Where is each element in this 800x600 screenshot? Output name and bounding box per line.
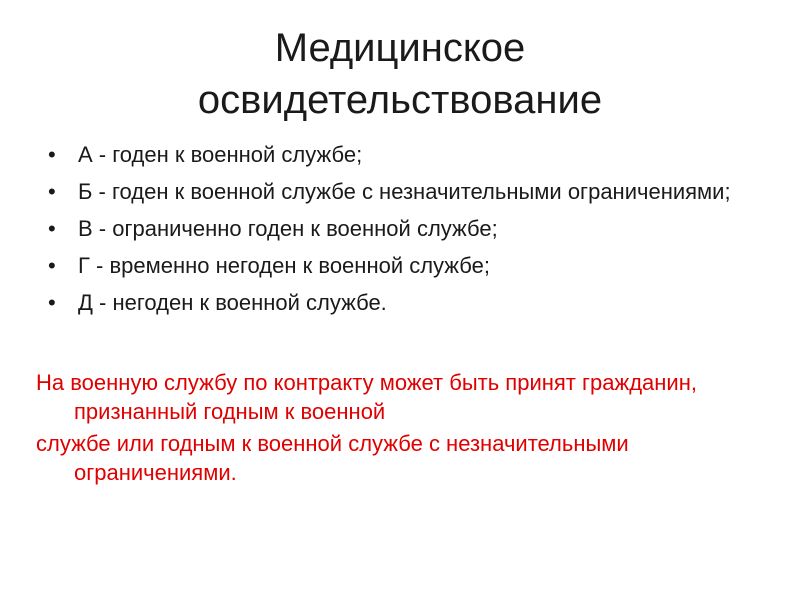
- category-item-text: Г - временно негоден к военной службе;: [78, 253, 490, 278]
- bullet-icon: •: [48, 216, 56, 241]
- category-item-text: А - годен к военной службе;: [78, 142, 363, 167]
- category-item-text: Д - негоден к военной службе.: [78, 290, 387, 315]
- category-item-a: [48, 140, 768, 169]
- category-item-g: [48, 251, 768, 280]
- contract-service-note: [36, 368, 776, 490]
- category-item-v: [48, 214, 768, 243]
- note-paragraph-1: На военную службу по контракту может быть принят гражданин, признанный годным к военной: [36, 370, 697, 424]
- slide-title-line-1: Медицинское: [274, 26, 526, 70]
- category-item-b: [48, 177, 768, 206]
- bullet-icon: •: [48, 253, 56, 278]
- note-paragraph-2: службе или годным к военной службе с незначительными ограничениями.: [36, 431, 629, 485]
- bullet-icon: •: [48, 290, 56, 315]
- category-list: [48, 140, 768, 325]
- bullet-icon: •: [48, 179, 56, 204]
- bullet-icon: •: [48, 142, 56, 167]
- slide-title-line-2: освидетельствование: [197, 78, 603, 122]
- category-item-text: Б - годен к военной службе с незначительными ограничениями;: [78, 179, 731, 204]
- slide-title: [0, 22, 800, 126]
- category-item-text: В - ограниченно годен к военной службе;: [78, 216, 498, 241]
- category-item-d: [48, 288, 768, 317]
